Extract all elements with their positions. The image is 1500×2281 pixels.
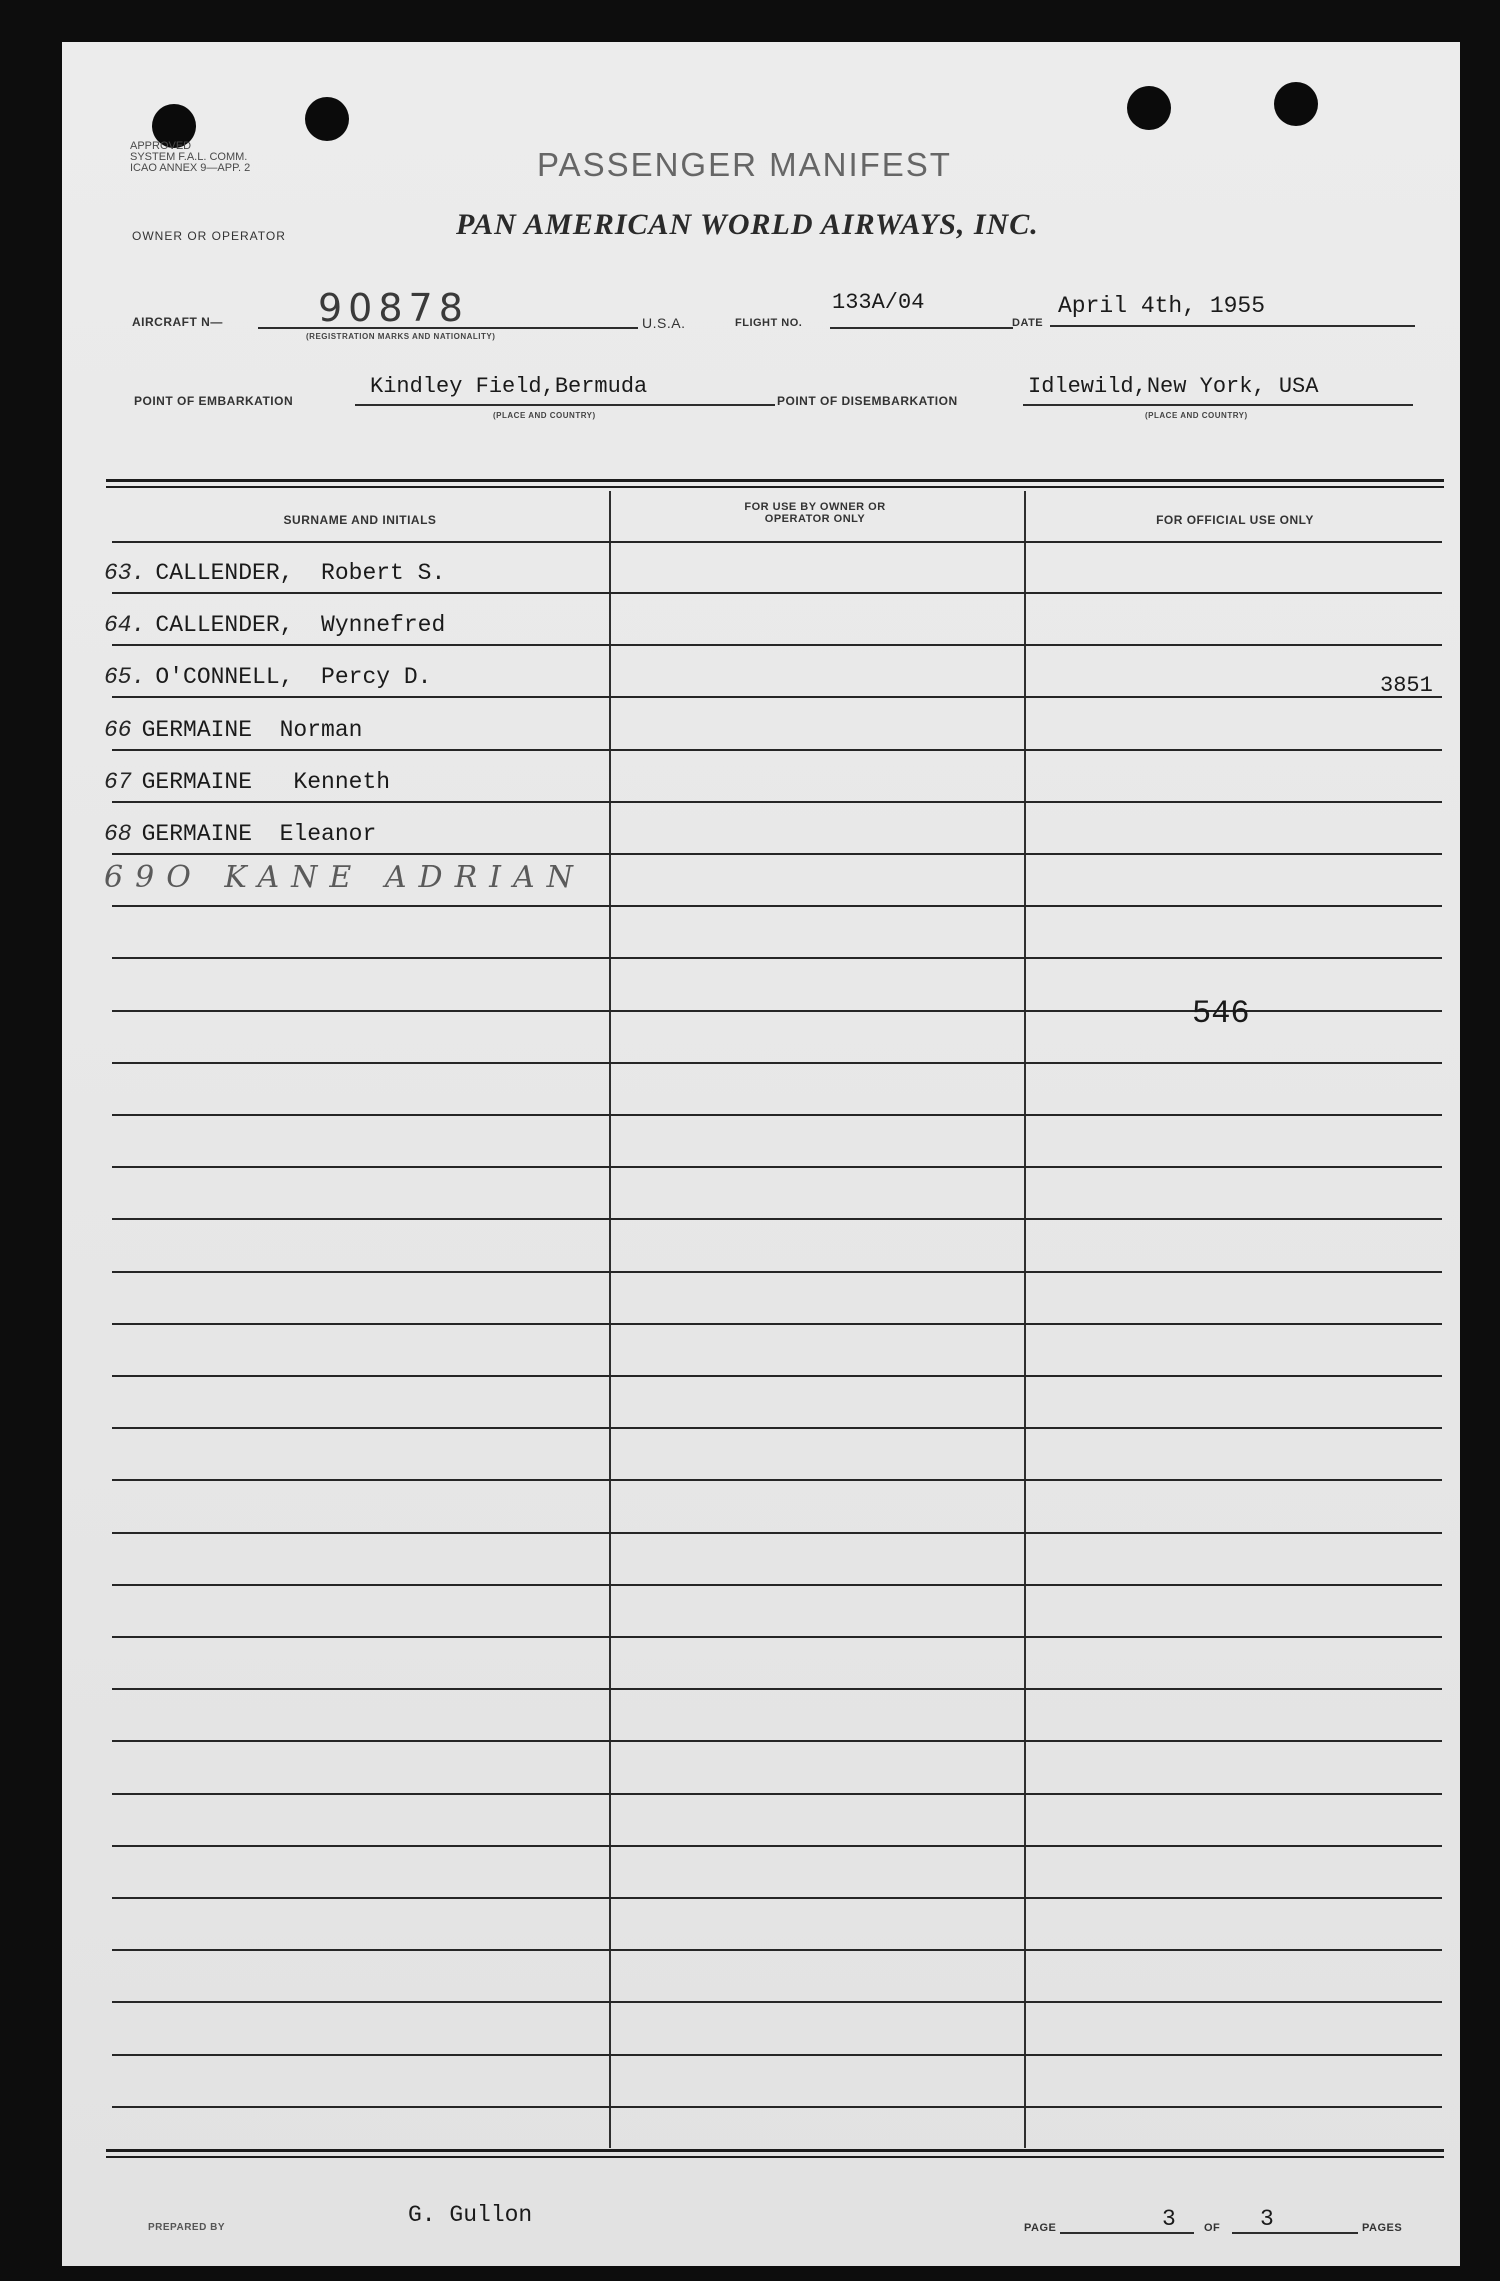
- row-rule: [112, 801, 1442, 803]
- row-rule: [112, 1062, 1442, 1064]
- pages-label: PAGES: [1362, 2222, 1403, 2234]
- punch-hole: [1274, 82, 1318, 126]
- row-rule: [112, 1897, 1442, 1899]
- passenger-entry: [104, 560, 445, 586]
- prepared-by: G. Gullon: [408, 2202, 533, 2228]
- aircraft-sublabel: (REGISTRATION MARKS AND NATIONALITY): [306, 332, 496, 341]
- row-rule: [112, 1218, 1442, 1220]
- row-rule: [112, 1479, 1442, 1481]
- passenger-number: 64.: [104, 612, 146, 639]
- header-rule: [112, 541, 1442, 543]
- usa-label: U.S.A.: [642, 315, 686, 331]
- row-rule: [112, 1636, 1442, 1638]
- surname-column-header: SURNAME AND INITIALS: [283, 513, 437, 527]
- row-rule: [112, 696, 1442, 698]
- table-top-rule: [106, 479, 1444, 482]
- column-divider: [609, 491, 611, 2148]
- owner-use-column-header: FOR USE BY OWNER OR OPERATOR ONLY: [744, 501, 886, 525]
- aircraft-label: AIRCRAFT N—: [132, 315, 223, 329]
- table-top-rule: [106, 486, 1444, 488]
- passenger-entry: [104, 821, 376, 847]
- date-underline: [1050, 325, 1415, 327]
- passenger-name: O'CONNELL, Percy D.: [155, 664, 432, 691]
- official-note: 3851: [1380, 673, 1433, 698]
- row-rule: [112, 1166, 1442, 1168]
- table-bottom-rule: [106, 2156, 1444, 2158]
- row-rule: [112, 592, 1442, 594]
- row-rule: [112, 2001, 1442, 2003]
- official-use-column-header: FOR OFFICIAL USE ONLY: [1156, 513, 1314, 527]
- owner-name: PAN AMERICAN WORLD AIRWAYS, INC.: [456, 208, 1039, 241]
- passenger-name: CALLENDER, Robert S.: [155, 560, 446, 586]
- prepared-by-label: PREPARED BY: [148, 2222, 225, 2233]
- row-rule: [112, 1271, 1442, 1273]
- approval-line: SYSTEM F.A.L. COMM.: [130, 151, 248, 163]
- handwritten-passenger: [104, 860, 585, 895]
- passenger-entry: [104, 664, 431, 690]
- punch-hole: [305, 97, 349, 141]
- passenger-name: GERMAINE Eleanor: [141, 821, 377, 847]
- handwritten-passenger-number: 69: [104, 860, 167, 895]
- stamp-number: 546: [1192, 995, 1250, 1032]
- table-bottom-rule: [106, 2149, 1444, 2152]
- row-rule: [112, 2054, 1442, 2056]
- passenger-number: 63.: [104, 560, 146, 586]
- embarkation-underline: [355, 404, 775, 406]
- row-rule: [112, 1427, 1442, 1429]
- flight-underline: [830, 327, 1013, 329]
- row-rule: [112, 1114, 1442, 1116]
- row-rule: [112, 1323, 1442, 1325]
- passenger-entry: [104, 612, 445, 638]
- embarkation-label: POINT OF EMBARKATION: [134, 394, 294, 408]
- owner-label: OWNER OR OPERATOR: [132, 229, 286, 243]
- aircraft-number: 90878: [318, 286, 469, 330]
- row-rule: [112, 957, 1442, 959]
- row-rule: [112, 853, 1442, 855]
- flight-label: FLIGHT NO.: [735, 317, 803, 329]
- date-label: DATE: [1012, 317, 1044, 329]
- page-label: PAGE: [1024, 2222, 1057, 2234]
- row-rule: [112, 1584, 1442, 1586]
- row-rule: [112, 1845, 1442, 1847]
- row-rule: [112, 749, 1442, 751]
- row-rule: [112, 1375, 1442, 1377]
- passenger-name: GERMAINE Norman: [141, 716, 363, 743]
- embarkation-point: Kindley Field,Bermuda: [370, 374, 648, 399]
- passenger-entry: [104, 717, 362, 743]
- embarkation-sublabel: (PLACE AND COUNTRY): [493, 411, 596, 420]
- passenger-number: 66: [104, 716, 132, 743]
- passenger-name: GERMAINE Kenneth: [141, 768, 391, 795]
- handwritten-passenger-name: O KANE ADRIAN: [166, 860, 585, 895]
- row-rule: [112, 2106, 1442, 2108]
- disembarkation-underline: [1023, 404, 1413, 406]
- form-title: PASSENGER MANIFEST: [537, 146, 952, 183]
- passenger-number: 65.: [104, 664, 146, 691]
- pages-underline: [1232, 2232, 1358, 2234]
- row-rule: [112, 1688, 1442, 1690]
- flight-number: 133A/04: [832, 290, 925, 315]
- approval-line: APPROVED: [130, 140, 192, 152]
- disembarkation-point: Idlewild,New York, USA: [1028, 374, 1319, 399]
- passenger-number: 67: [104, 768, 132, 795]
- total-pages: 3: [1260, 2206, 1274, 2232]
- of-label: OF: [1204, 2222, 1221, 2234]
- row-rule: [112, 1793, 1442, 1795]
- row-rule: [112, 1740, 1442, 1742]
- passenger-name: CALLENDER, Wynnefred: [155, 612, 446, 639]
- passenger-number: 68: [104, 821, 132, 847]
- punch-hole: [1127, 86, 1171, 130]
- manifest-date: April 4th, 1955: [1058, 293, 1266, 319]
- row-rule: [112, 1949, 1442, 1951]
- approval-line: ICAO ANNEX 9—APP. 2: [130, 162, 251, 174]
- row-rule: [112, 644, 1442, 646]
- disembarkation-label: POINT OF DISEMBARKATION: [777, 394, 958, 408]
- page-number: 3: [1162, 2206, 1176, 2232]
- passenger-entry: [104, 769, 390, 795]
- row-rule: [112, 905, 1442, 907]
- disembarkation-sublabel: (PLACE AND COUNTRY): [1145, 411, 1248, 420]
- row-rule: [112, 1532, 1442, 1534]
- approval-notice: [130, 141, 250, 174]
- page-underline: [1060, 2232, 1194, 2234]
- column-divider: [1024, 491, 1026, 2148]
